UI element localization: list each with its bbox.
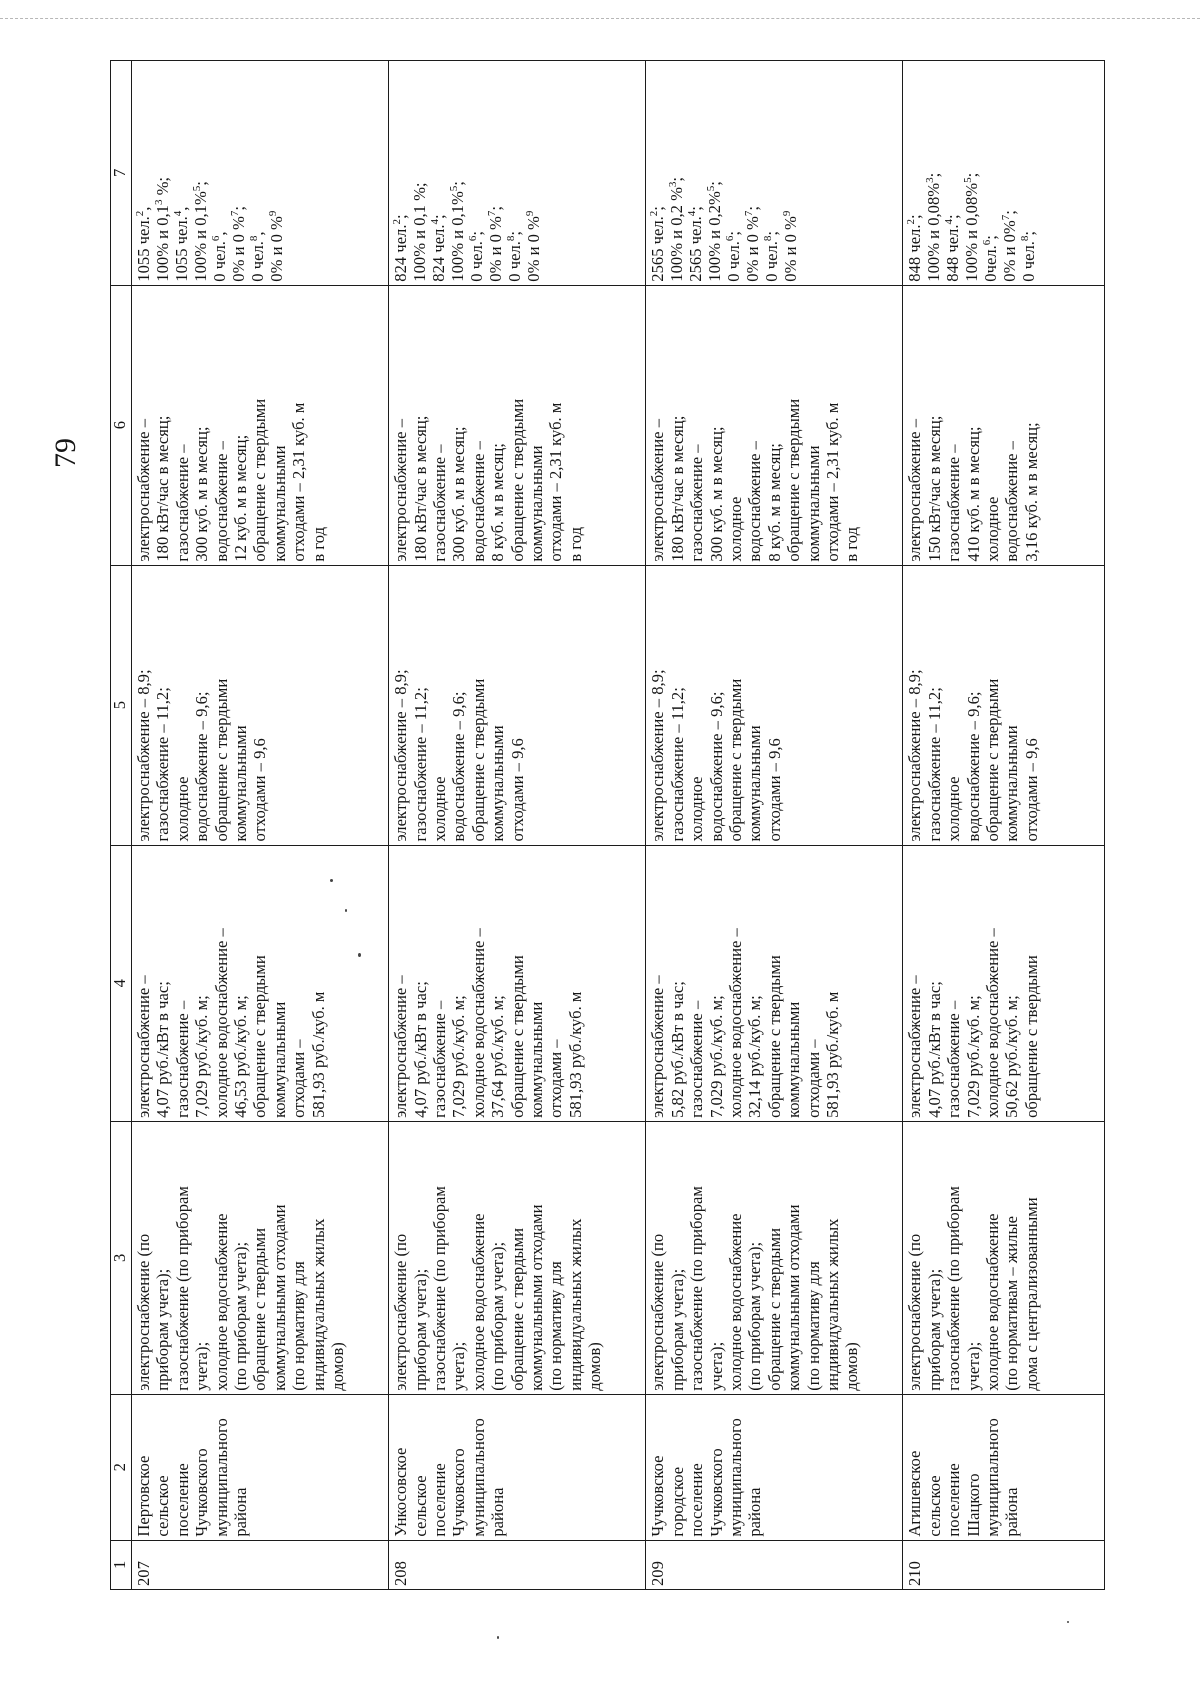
tariff-growth: электроснабжение – 8,9; газоснабжение – 11,2; холодное водоснабжение – 9,6; обращение с твердыми коммунальными отходами – 9,6 xyxy=(132,565,389,845)
footnote-marker: 7 xyxy=(486,210,499,217)
footnote-marker: 7 xyxy=(229,210,241,217)
header-row xyxy=(111,61,132,1590)
population-text: 0% и 0 % xyxy=(486,216,506,282)
col-header-4: 4 xyxy=(111,845,132,1121)
population-punct: ; xyxy=(962,172,982,178)
population-punct: ; xyxy=(762,230,782,236)
footnote-marker: 3 xyxy=(667,181,680,188)
footnote-marker: 5 xyxy=(705,185,718,192)
footnote-marker: 6 xyxy=(981,239,994,246)
tariff-growth: электроснабжение – 8,9; газоснабжение – 11,2; холодное водоснабжение – 9,6; обращение с твердыми коммунальными отходами – 9,6 xyxy=(389,565,646,845)
tariff-values: электроснабжение – 4,07 руб./кВт в час; газоснабжение – 7,029 руб./куб. м; холодное водоснабжение – 50,62 руб./куб. м; обращение с твердыми xyxy=(903,845,1105,1121)
utility-services: электроснабжение (по приборам учета); газоснабжение (по приборам учета); холодное водоснабжение (по приборам учета); обращение с твердыми коммунальными отходами (по нормативу для индивидуальных жилых домов) xyxy=(389,1121,646,1394)
population-punct: ; xyxy=(981,235,1001,240)
col-header-2: 2 xyxy=(111,1394,132,1540)
footnote-marker: 7 xyxy=(743,210,756,217)
scan-top-edge-line xyxy=(0,18,1200,19)
population-line xyxy=(1000,64,1019,282)
row-number: 210 xyxy=(903,1540,1105,1589)
tariff-table xyxy=(110,60,1105,1590)
tariff-values: электроснабжение – 5,82 руб./кВт в час; газоснабжение – 7,029 руб./куб. м; холодное водоснабжение – 32,14 руб./куб. м; обращение с твердыми коммунальными отходами – 581,93 руб./куб. м xyxy=(646,845,903,1121)
population-line xyxy=(648,64,667,282)
table-row xyxy=(132,61,389,1590)
population-text: 100% и 0,08% xyxy=(962,182,982,282)
population-punct: , xyxy=(210,231,229,236)
scan-speck xyxy=(330,879,333,882)
population-text: 0 чел. xyxy=(762,241,782,282)
population-punct: ; xyxy=(1019,230,1039,236)
population-punct: ; xyxy=(667,176,687,182)
footnote-marker: 4 xyxy=(172,210,184,217)
population-punct: ; xyxy=(724,230,744,236)
population-punct: ; xyxy=(486,205,506,211)
population-line xyxy=(191,64,210,282)
tariff-growth: электроснабжение – 8,9; газоснабжение – 11,2; холодное водоснабжение – 9,6; обращение с твердыми коммунальными отходами – 9,6 xyxy=(646,565,903,845)
settlement-name: Чучковское городское поселение Чучковского муниципального района xyxy=(646,1394,903,1540)
row-number: 208 xyxy=(389,1540,646,1589)
footnote-marker: 6 xyxy=(210,235,222,242)
population-line xyxy=(486,64,505,282)
population-share xyxy=(646,61,903,286)
footnote-marker: 6 xyxy=(467,235,480,242)
population-text: 100% и 0,1% xyxy=(191,191,210,282)
population-punct: ; xyxy=(467,230,487,236)
population-punct: ; xyxy=(686,206,706,211)
population-punct: %; xyxy=(153,176,172,200)
footnote-marker: 2 xyxy=(648,210,661,217)
row-number: 209 xyxy=(646,1540,903,1589)
footnote-marker: 7 xyxy=(1000,214,1013,221)
population-line xyxy=(153,64,172,282)
rotated-table-frame xyxy=(110,60,1105,1590)
population-text: 2565 чел. xyxy=(648,216,668,282)
footnote-marker: 2 xyxy=(134,210,146,217)
population-text: 1055 чел. xyxy=(172,216,191,282)
population-line xyxy=(505,64,524,282)
population-punct: ; xyxy=(448,181,468,186)
settlement-name: Ункосовское сельское поселение Чучковского муниципального района xyxy=(389,1394,646,1540)
population-text: 0% и 0 % xyxy=(267,216,286,282)
population-text: 0% и 0 % xyxy=(743,216,763,282)
population-text: 1055 чел. xyxy=(134,216,153,282)
population-line xyxy=(391,64,410,282)
footnote-marker: 4 xyxy=(686,210,699,217)
page-number: 79 xyxy=(49,438,82,468)
population-text: 0чел. xyxy=(981,245,1001,282)
population-text: 0% и 0 % xyxy=(524,216,544,282)
consumption-volumes: электроснабжение – 150 кВт/час в месяц; газоснабжение – 410 куб. м в месяц; холодное водоснабжение – 3,16 куб. м в месяц; xyxy=(903,285,1105,565)
population-text: 2565 чел. xyxy=(686,216,706,282)
population-share xyxy=(389,61,646,286)
table-row xyxy=(646,61,903,1590)
population-punct: ; xyxy=(943,214,963,219)
footnote-marker: 5 xyxy=(191,185,203,192)
population-line xyxy=(762,64,781,282)
col-header-5: 5 xyxy=(111,565,132,845)
scan-speck xyxy=(1067,1621,1069,1623)
scan-speck xyxy=(358,953,361,957)
population-line xyxy=(524,64,543,282)
settlement-name: Пертовское сельское поселение Чучковского муниципального района xyxy=(132,1394,389,1540)
population-punct: ; xyxy=(505,230,525,236)
footnote-marker: 9 xyxy=(267,210,279,217)
population-text: 0% и 0 % xyxy=(229,216,248,282)
population-text: 0% и 0% xyxy=(1000,220,1020,282)
population-line xyxy=(467,64,486,282)
tariff-values: электроснабжение – 4,07 руб./кВт в час; газоснабжение – 7,029 руб./куб. м; холодное водоснабжение – 46,53 руб./куб. м; обращение с твердыми коммунальными отходами – 581,93 руб./куб. м xyxy=(132,845,389,1121)
footnote-marker: 8 xyxy=(1019,235,1032,242)
population-text: 0 чел. xyxy=(210,241,229,282)
population-line xyxy=(248,64,267,282)
population-line xyxy=(429,64,448,282)
footnote-marker: 2 xyxy=(905,219,918,225)
footnote-marker: 3 xyxy=(153,199,165,206)
population-punct: ; xyxy=(391,214,411,219)
utility-services: электроснабжение (по приборам учета); газоснабжение (по приборам учета); холодное водоснабжение (по приборам учета); обращение с твердыми коммунальными отходами (по нормативу для индивидуальных жилых домов) xyxy=(132,1121,389,1394)
footnote-marker: 9 xyxy=(524,210,537,217)
population-text: 0% и 0 % xyxy=(781,216,801,282)
tariff-values: электроснабжение – 4,07 руб./кВт в час; газоснабжение – 7,029 руб./куб. м; холодное водоснабжение – 37,64 руб./куб. м; обращение с твердыми коммунальными отходами – 581,93 руб./куб. м xyxy=(389,845,646,1121)
population-text: 0 чел. xyxy=(724,241,744,282)
population-punct: , xyxy=(248,231,267,236)
population-line xyxy=(172,64,191,282)
population-text: 0 чел. xyxy=(505,241,525,282)
col-header-1: 1 xyxy=(111,1540,132,1589)
scan-speck xyxy=(497,1636,499,1639)
population-line xyxy=(210,64,229,282)
population-line xyxy=(924,64,943,282)
population-text: 0 чел. xyxy=(467,241,487,282)
tariff-growth: электроснабжение – 8,9; газоснабжение – 11,2; холодное водоснабжение – 9,6; обращение с твердыми коммунальными отходами – 9,6 xyxy=(903,565,1105,845)
population-text: 848 чел. xyxy=(905,224,925,282)
population-text: 100% и 0,2% xyxy=(705,191,725,282)
footnote-marker: 4 xyxy=(429,219,442,225)
population-punct: ; xyxy=(429,214,449,219)
population-text: 0 чел. xyxy=(1019,241,1039,282)
consumption-volumes: электроснабжение – 180 кВт/час в месяц; газоснабжение – 300 куб. м в месяц; водоснабжение – 8 куб. м в месяц; обращение с твердыми коммунальными отходами – 2,31 куб. м в год xyxy=(389,285,646,565)
settlement-name: Агишевское сельское поселение Шацкого муниципального района xyxy=(903,1394,1105,1540)
footnote-marker: 9 xyxy=(781,210,794,217)
table-row xyxy=(389,61,646,1590)
population-line xyxy=(410,64,429,282)
population-line xyxy=(962,64,981,282)
population-punct: , xyxy=(172,206,191,211)
population-punct: ; xyxy=(229,205,248,211)
utility-services: электроснабжение (по приборам учета); газоснабжение (по приборам учета); холодное водоснабжение (по приборам учета); обращение с твердыми коммунальными отходами (по нормативу для индивидуальных жилых домов) xyxy=(646,1121,903,1394)
population-punct: ; xyxy=(191,181,210,186)
population-line xyxy=(905,64,924,282)
row-number: 207 xyxy=(132,1540,389,1589)
population-text: 100% и 0,1 %; xyxy=(410,182,430,282)
population-text: 848 чел. xyxy=(943,224,963,282)
population-line xyxy=(781,64,800,282)
population-line xyxy=(448,64,467,282)
population-text: 100% и 0,1 xyxy=(153,205,172,282)
scan-speck xyxy=(345,909,347,912)
footnote-marker: 3 xyxy=(924,177,937,183)
footnote-marker: 2 xyxy=(391,219,404,225)
col-header-3: 3 xyxy=(111,1121,132,1394)
footnote-marker: 6 xyxy=(724,235,737,242)
population-share xyxy=(132,61,389,286)
population-text: 0 чел. xyxy=(248,241,267,282)
population-line xyxy=(724,64,743,282)
population-line xyxy=(134,64,153,282)
footnote-marker: 8 xyxy=(505,235,518,242)
population-line xyxy=(267,64,286,282)
utility-services: электроснабжение (по приборам учета); газоснабжение (по приборам учета); холодное водоснабжение (по нормативам – жилые дома с централизованными xyxy=(903,1121,1105,1394)
population-text: 824 чел. xyxy=(429,224,449,282)
population-punct: ; xyxy=(1000,210,1020,215)
footnote-marker: 8 xyxy=(248,235,260,242)
population-punct: ; xyxy=(924,172,944,178)
population-punct: ; xyxy=(905,214,925,219)
population-line xyxy=(943,64,962,282)
table-row xyxy=(903,61,1105,1590)
population-share xyxy=(903,61,1105,286)
col-header-6: 6 xyxy=(111,285,132,565)
consumption-volumes: электроснабжение – 180 кВт/час в месяц; газоснабжение – 300 куб. м в месяц; водоснабжение – 12 куб. м в месяц; обращение с твердыми коммунальными отходами – 2,31 куб. м в год xyxy=(132,285,389,565)
population-text: 100% и 0,2 % xyxy=(667,187,687,282)
population-line xyxy=(743,64,762,282)
footnote-marker: 5 xyxy=(962,177,975,183)
population-line xyxy=(981,64,1000,282)
population-line xyxy=(229,64,248,282)
population-line xyxy=(705,64,724,282)
population-line xyxy=(686,64,705,282)
population-punct: , xyxy=(134,206,153,211)
population-punct: ; xyxy=(705,181,725,186)
col-header-7: 7 xyxy=(111,61,132,286)
footnote-marker: 5 xyxy=(448,185,461,192)
population-punct: ; xyxy=(648,206,668,211)
population-punct: ; xyxy=(743,205,763,211)
population-line xyxy=(1019,64,1038,282)
population-line xyxy=(667,64,686,282)
consumption-volumes: электроснабжение – 180 кВт/час в месяц; газоснабжение – 300 куб. м в месяц; холодное водоснабжение – 8 куб. м в месяц; обращение с твердыми коммунальными отходами – 2,31 куб. м в год xyxy=(646,285,903,565)
footnote-marker: 8 xyxy=(762,235,775,242)
population-text: 100% и 0,08% xyxy=(924,182,944,282)
population-text: 100% и 0,1% xyxy=(448,191,468,282)
footnote-marker: 4 xyxy=(943,219,956,225)
population-text: 824 чел. xyxy=(391,224,411,282)
